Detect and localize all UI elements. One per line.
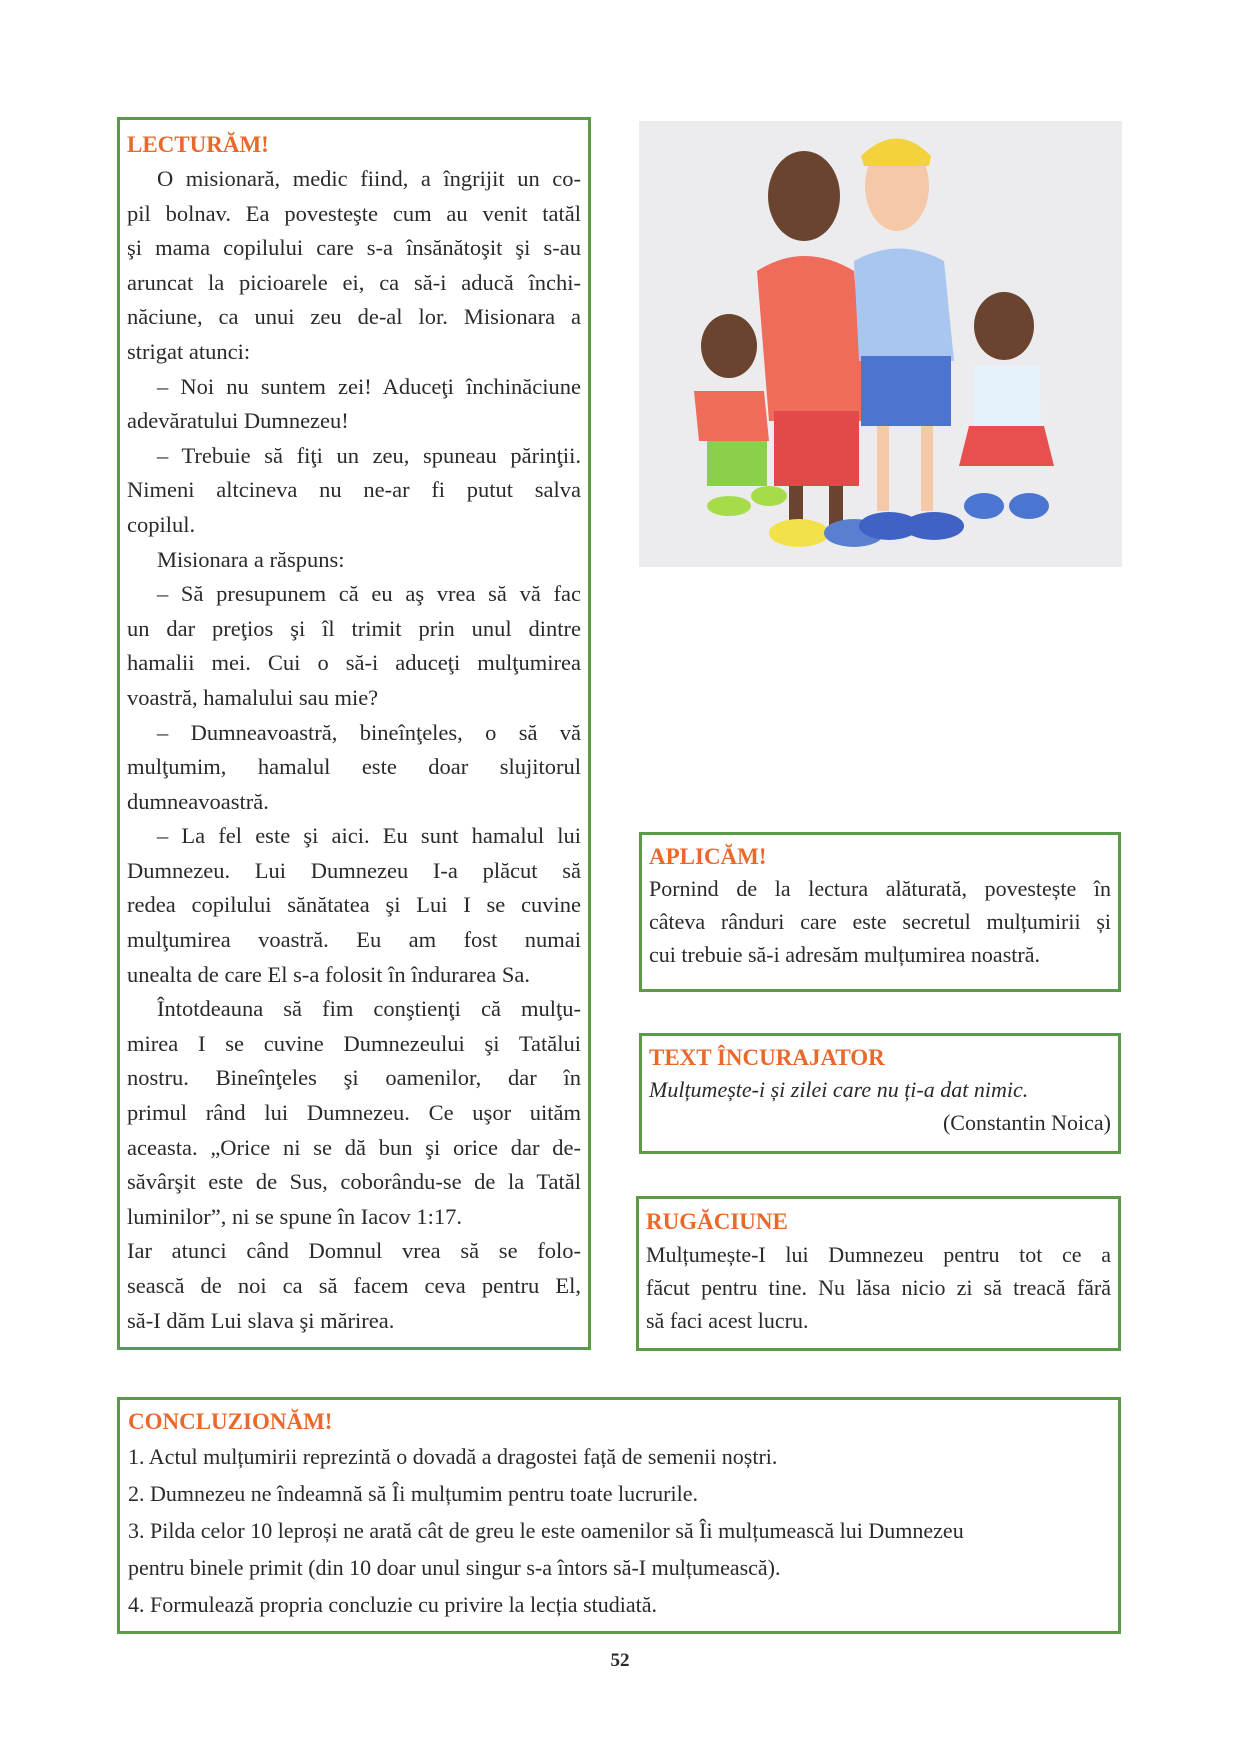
text-line: pentru binele primit (din 10 doar unul singur s-a întors să-I mulțumească). (128, 1555, 781, 1580)
text-line: Pornind de la lectura alăturată, povestește în (649, 876, 1111, 901)
text-line: strigat atunci: (127, 338, 251, 364)
apply-box (639, 832, 1121, 992)
text-line: un dar preţios şi îl trimit prin unul dintre (127, 615, 581, 641)
text-line: adevăratului Dumnezeu! (127, 408, 349, 434)
text-line: primul rând lui Dumnezeu. Ce uşor uităm (127, 1100, 581, 1126)
text-line: redea copilului sănătatea şi Lui I se cuvine (127, 892, 581, 918)
text-line: cui trebuie să-i adresăm mulțumirea noastră. (649, 942, 1040, 967)
text-line: – Dumneavoastră, bineînţeles, o să vă (157, 719, 581, 745)
quote-author: (Constantin Noica) (942, 1110, 1111, 1135)
text-line: hamalii mei. Cui o să-i aduceţi mulţumirea (127, 650, 581, 676)
text-line: năciune, ca unui zeu de-al lor. Misionara a (127, 304, 581, 330)
text-line: O misionară, medic fiind, a îngrijit un co- (157, 166, 581, 191)
prayer-text (646, 1238, 1111, 1337)
text-line: Întotdeauna să fim conştienţi că mulţu- (157, 996, 581, 1022)
text-line: – Să presupunem că eu aş vrea să vă fac (157, 581, 581, 607)
text-line: copilul. (127, 511, 196, 537)
figure-girl (959, 292, 1054, 519)
conclusion-list (128, 1438, 1111, 1623)
text-line: mulţumim, hamalul este doar slujitorul (127, 754, 581, 780)
children-drawing (639, 121, 1122, 567)
text-line: aruncat la picioarele ei, ca să-i aducă închi- (127, 269, 581, 295)
text-line: dumneavoastră. (127, 788, 269, 814)
encouraging-title: TEXT ÎNCURAJATOR (649, 1045, 885, 1070)
children-illustration (639, 121, 1122, 567)
text-line: luminilor”, ni se spune în Iacov 1:17. (127, 1203, 462, 1229)
reading-title: LECTURĂM! (127, 132, 269, 157)
prayer-title: RUGĂCIUNE (646, 1209, 788, 1234)
text-line: sească de noi ca să facem ceva pentru El, (127, 1273, 581, 1298)
text-line: – Trebuie să fiţi un zeu, spuneau părinţii. (157, 442, 581, 468)
text-line: pil bolnav. Ea povesteşte cum au venit tatăl (127, 200, 581, 226)
apply-title: APLICĂM! (649, 844, 767, 869)
text-line: Mulțumește-I lui Dumnezeu pentru tot ce a (646, 1242, 1111, 1267)
text-line: şi mama copilului care s-a însănătoşit şi s-au (127, 235, 581, 261)
conclusion-title: CONCLUZIONĂM! (128, 1409, 333, 1434)
prayer-box (636, 1196, 1121, 1351)
text-line: făcut pentru tine. Nu lăsa nicio zi să treacă fără (646, 1275, 1111, 1300)
text-line: Dumnezeu. Lui Dumnezeu I-a plăcut să (127, 857, 581, 883)
text-line: mirea I se cuvine Dumnezeului şi Tatălui (127, 1030, 581, 1056)
text-line: – La fel este şi aici. Eu sunt hamalul lui (157, 823, 581, 849)
figure-blond-boy (854, 139, 964, 541)
conclusion-box (117, 1397, 1121, 1634)
text-line: Misionara a răspuns: (157, 546, 345, 572)
text-line: câteva rânduri care este secretul mulțumirii și (649, 909, 1111, 934)
text-line: nostru. Bineînţeles şi oamenilor, dar în (127, 1065, 581, 1091)
encouraging-text-box (639, 1033, 1121, 1154)
text-line: Iar atunci când Domnul vrea să se folo- (127, 1238, 581, 1264)
text-line: să-I dăm Lui slava şi mărirea. (127, 1307, 395, 1333)
text-line: 2. Dumnezeu ne îndeamnă să Îi mulțumim pentru toate lucrurile. (128, 1481, 698, 1506)
text-line: Nimeni altcineva nu ne-ar fi putut salva (127, 477, 581, 503)
text-line: săvârşit este de Sus, coborându-se de la Tatăl (127, 1169, 581, 1195)
text-line: mulţumirea voastră. Eu am fost numai (127, 927, 581, 953)
text-line: 1. Actul mulțumirii reprezintă o dovadă a dragostei față de semenii noștri. (128, 1444, 778, 1469)
text-line: să faci acest lucru. (646, 1308, 809, 1333)
text-line: – Noi nu suntem zei! Aduceţi închinăciune (157, 373, 581, 399)
apply-text (649, 872, 1111, 971)
text-line: 3. Pilda celor 10 leproși ne arată cât de greu le este oamenilor să Îi mulțumească lui Dumnezeu (128, 1518, 964, 1543)
page-number: 52 (610, 1650, 630, 1671)
text-line: aceasta. „Orice ni se dă bun şi orice dar de- (127, 1134, 581, 1160)
text-line: unealta de care El s-a folosit în îndurarea Sa. (127, 961, 530, 987)
encouraging-quote: Mulțumește-i și zilei care nu ți-a dat nimic. (649, 1077, 1029, 1102)
reading-box (117, 117, 591, 1350)
text-line: voastră, hamalului sau mie? (127, 684, 379, 710)
reading-text (127, 162, 581, 1338)
text-line: 4. Formulează propria concluzie cu privire la lecția studiată. (128, 1592, 657, 1617)
